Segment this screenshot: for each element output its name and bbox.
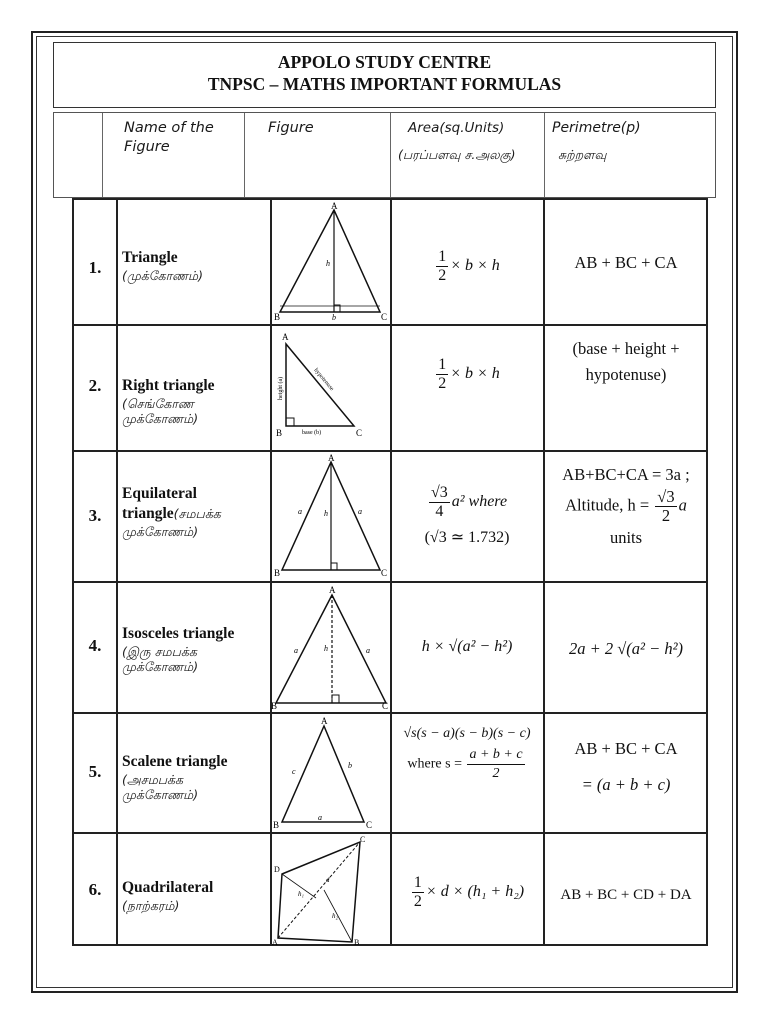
svg-text:B: B (271, 701, 278, 711)
scalene-triangle-figure (272, 714, 390, 832)
header-figure: Figure (268, 120, 314, 136)
perimeter-formula: AB + BC + CA = (a + b + c) (574, 739, 678, 794)
svg-text:A: A (282, 332, 289, 342)
svg-text:a: a (318, 813, 322, 822)
svg-text:c: c (292, 767, 296, 776)
row-number: 4. (88, 636, 102, 655)
svg-text:a: a (294, 646, 298, 655)
header-area: Area(sq.Units) (408, 120, 505, 136)
svg-text:a: a (298, 507, 302, 516)
figure-name-tamil: (முக்கோணம்) (122, 268, 203, 283)
perimeter-formula: 2a + 2 √(a² − h²) (568, 639, 684, 658)
header-area-tamil: (பரப்பளவு ச.அலகு) (398, 147, 516, 162)
area-formula: $\frac{1}{2}$ × d × (h₁ + h₂) (413, 874, 525, 910)
area-formula: $\frac{1}{2}$ × b × h (438, 248, 500, 284)
fig-label-c: C (381, 312, 388, 322)
area-formula: √s(s − a)(s − b)(s − c) where s = $\frac{a + b + c}{2}$ (403, 726, 531, 781)
svg-text:A: A (272, 938, 278, 947)
svg-text:d: d (326, 876, 330, 884)
svg-text:h₁: h₁ (298, 890, 304, 898)
svg-text:h₂: h₂ (332, 912, 338, 920)
header-name: Name of the Figure (124, 120, 214, 155)
quadrilateral-figure (272, 834, 390, 946)
svg-text:A: A (321, 716, 328, 726)
perimeter-formula: (base + height + hypotenuse) (572, 339, 680, 384)
fig-label-base: b (332, 313, 336, 322)
svg-text:h: h (324, 509, 328, 518)
svg-text:h: h (324, 644, 328, 653)
perimeter-formula: AB + BC + CD + DA (560, 887, 692, 903)
svg-text:C: C (360, 835, 366, 844)
svg-text:b: b (348, 761, 352, 770)
svg-text:B: B (276, 428, 283, 438)
formula-table (72, 198, 708, 946)
isosceles-triangle-figure (272, 583, 390, 712)
fig-label-h: h (326, 259, 330, 268)
equilateral-triangle-figure (272, 452, 390, 581)
title-line-2: TNPSC – MATHS IMPORTANT FORMULAS (207, 74, 562, 94)
svg-text:C: C (382, 701, 389, 711)
svg-text:B: B (274, 568, 281, 578)
figure-name: Triangle (முக்கோணம்) (122, 248, 270, 283)
figure-name-tamil: முக்கோணம்) (122, 524, 199, 539)
perimeter-formula: AB+BC+CA = 3a ; Altitude, h = $\frac{√3}{2}$ a units (562, 465, 690, 547)
figure-name: Right triangle (செங்கோண முக்கோணம்) (122, 376, 270, 426)
svg-text:B: B (273, 820, 280, 830)
title-box (53, 42, 716, 108)
figure-name: Quadrilateral (நாற்கரம்) (122, 879, 214, 913)
svg-text:D: D (274, 865, 280, 874)
svg-text:C: C (381, 568, 388, 578)
svg-text:a: a (366, 646, 370, 655)
svg-text:B: B (354, 938, 360, 947)
svg-text:height (a): height (a) (278, 376, 284, 400)
svg-text:C: C (366, 820, 373, 830)
header-perimeter: Perimetre(p) (552, 120, 641, 136)
svg-text:A: A (328, 453, 335, 463)
row-number: 1. (88, 258, 102, 277)
svg-text:C: C (356, 428, 363, 438)
table-header (53, 112, 716, 198)
perimeter-formula: AB + BC + CA (574, 253, 678, 272)
header-perimeter-tamil: சுற்றளவு (558, 147, 607, 162)
svg-text:hypotenuse: hypotenuse (312, 367, 335, 393)
fig-label-a: A (331, 201, 338, 211)
svg-text:A: A (329, 585, 336, 595)
figure-name: Scalene triangle (அசமபக்க முக்கோணம்) (122, 753, 228, 802)
title-line-1: APPOLO STUDY CENTRE (277, 52, 492, 72)
row-number: 3. (88, 506, 102, 525)
svg-text:a: a (358, 507, 362, 516)
fig-label-b: B (274, 312, 281, 322)
figure-name: Equilateral triangle(சமபக்க முக்கோணம்) (122, 484, 270, 539)
figure-name: Isosceles triangle (இரு சமபக்க முக்கோணம்) (122, 625, 235, 674)
figure-name-tamil: (செங்கோண முக்கோணம்) (122, 396, 199, 426)
row-number: 2. (88, 376, 102, 395)
triangle-figure (272, 200, 390, 324)
right-triangle-figure (272, 326, 390, 450)
area-formula: h × √(a² − h²) (421, 638, 513, 655)
row-number: 5. (88, 762, 102, 781)
area-formula: $\frac{√3}{4}$ a² where (√3 ≃ 1.732) (424, 484, 510, 546)
area-formula: $\frac{1}{2}$ × b × h (438, 356, 500, 392)
svg-text:base (b): base (b) (302, 430, 322, 436)
row-number: 6. (88, 880, 102, 899)
